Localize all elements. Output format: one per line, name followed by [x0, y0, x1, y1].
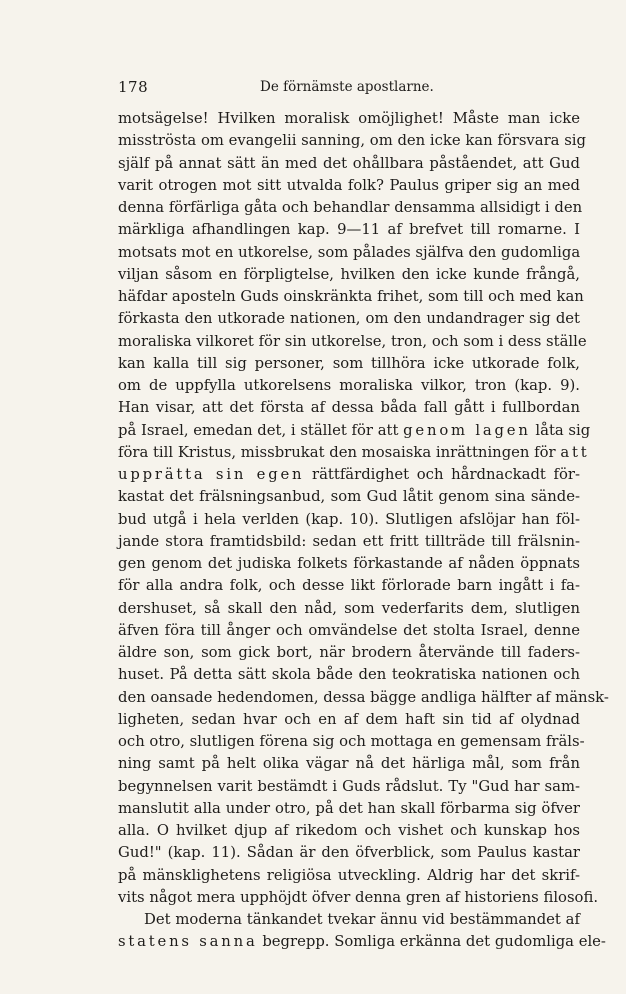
text-line — [118, 175, 580, 197]
line-text: på Israel, emedan det, i stället för att — [118, 421, 399, 439]
text-line — [118, 308, 580, 330]
text-line — [118, 909, 580, 931]
line-text: jande stora framtidsbild: sedan ett fritt tillträde till frälsnin- — [118, 532, 580, 550]
line-text: viljan såsom en förpligtelse, hvilken den icke kunde frångå, — [118, 265, 580, 283]
text-line — [118, 798, 580, 820]
page-header — [118, 78, 578, 98]
text-line — [118, 642, 580, 664]
line-text-after: låta sig — [535, 421, 591, 439]
line-text: misströsta om evangelii sanning, om den icke kan försvara sig — [118, 132, 587, 150]
line-text: själf på annat sätt än med det ohållbara påståendet, att Gud — [118, 154, 580, 172]
line-text: bud utgå i hela verlden (kap. 10). Slutligen afslöjar han föl- — [118, 510, 580, 528]
text-line — [118, 753, 580, 775]
text-line — [118, 731, 585, 753]
body-text — [118, 108, 609, 954]
line-text: äldre son, som gick bort, när brodern återvände till faders- — [118, 644, 580, 661]
text-line — [118, 331, 587, 353]
text-line — [118, 353, 580, 375]
line-text: moraliska vilkoret för sin utkorelse, tron, och som i dess ställe — [118, 332, 587, 350]
line-text: Det moderna tänkandet tvekar ännu vid bestämmandet af — [144, 911, 580, 928]
text-line — [118, 420, 591, 442]
text-line — [118, 153, 580, 175]
line-text: om de uppfylla utkorelsens moraliska vilkor, tron (kap. 9). — [118, 377, 580, 394]
emphasized-text: upprätta sin egen — [118, 466, 305, 483]
line-text: denna förfärliga gåta och behandlar densamma allsidigt i den — [118, 199, 583, 216]
text-line — [118, 575, 580, 597]
line-text: ning samt på helt olika vägar nå det härliga mål, som från — [118, 755, 580, 773]
text-line — [118, 931, 606, 953]
line-text: begynnelsen varit bestämdt i Guds rådslut. Ty "Gud har sam- — [118, 777, 580, 795]
running-title: De förnämste apostlarne. — [260, 79, 434, 95]
line-text: förkasta den utkorade nationen, om den undandrager sig det — [118, 310, 580, 328]
text-line — [118, 887, 599, 909]
text-line — [118, 509, 580, 531]
text-line — [118, 486, 580, 508]
emphasized-text: genom lagen — [403, 421, 531, 439]
line-text: vits något mera upphöjdt öfver denna gren af historiens filosofi. — [118, 888, 599, 906]
line-text-after: begrepp. Somliga erkänna det gudomliga ele- — [262, 933, 606, 951]
text-line — [118, 108, 580, 130]
line-text-after: rättfärdighet och hårdnackadt för- — [312, 466, 580, 483]
line-text: för alla andra folk, och desse likt förlorade barn ingått i fa- — [118, 577, 580, 595]
line-text: motsats mot en utkorelse, som pålades själfva den gudomliga — [118, 243, 581, 261]
text-line — [118, 598, 580, 620]
page-number: 178 — [118, 78, 149, 96]
line-text: dershuset, så skall den nåd, som vederfarits dem, slutligen — [118, 599, 580, 617]
line-text: på mänsklighetens religiösa utveckling. Aldrig har det skrif- — [118, 866, 580, 884]
line-text: kan kalla till sig personer, som tillhöra icke utkorade folk, — [118, 354, 580, 372]
line-text: Han visar, att det första af dessa båda fall gått i fullbordan — [118, 399, 580, 417]
line-text: föra till Kristus, missbrukat den mosaiska inrättningen för — [118, 443, 556, 461]
text-line — [118, 442, 590, 464]
text-line — [118, 531, 580, 553]
line-text: varit otrogen mot sitt utvalda folk? Paulus griper sig an med — [118, 176, 580, 194]
text-line — [118, 264, 580, 286]
line-text: Gud!" (kap. 11). Sådan är den öfverblick, som Paulus kastar — [118, 844, 580, 862]
text-line — [118, 776, 580, 798]
emphasized-text: att — [560, 443, 590, 461]
line-text: häfdar aposteln Guds oinskränkta frihet, som till och med kan — [118, 288, 584, 305]
text-line — [118, 219, 580, 241]
text-line — [118, 687, 609, 709]
line-text: den oansade hedendomen, dessa bägge andliga hälfter af mänsk- — [118, 688, 609, 706]
text-line — [118, 842, 580, 864]
text-line — [118, 464, 580, 486]
line-text: kastat det frälsningsanbud, som Gud låtit genom sina sände- — [118, 488, 580, 506]
text-line — [118, 664, 580, 686]
text-line — [118, 130, 587, 152]
text-line — [118, 197, 583, 219]
text-line — [118, 375, 580, 397]
text-line — [118, 553, 580, 575]
text-line — [118, 820, 580, 842]
line-text: alla. O hvilket djup af rikedom och vishet och kunskap hos — [118, 822, 580, 839]
line-text: ligheten, sedan hvar och en af dem haft sin tid af olydnad — [118, 710, 580, 728]
text-line — [118, 620, 580, 642]
text-line — [118, 286, 584, 308]
line-text: och otro, slutligen förena sig och mottaga en gemensam fräls- — [118, 733, 585, 750]
text-line — [118, 397, 580, 419]
text-line — [118, 865, 580, 887]
text-line — [118, 709, 580, 731]
emphasized-text: statens sanna — [118, 933, 258, 951]
text-line — [118, 242, 580, 264]
line-text: gen genom det judiska folkets förkastande af nåden öppnats — [118, 555, 580, 572]
line-text: märkliga afhandlingen kap. 9—11 af brefvet till romarne. I — [118, 221, 580, 239]
line-text: huset. På detta sätt skola både den teokratiska nationen och — [118, 666, 580, 684]
line-text: manslutit alla under otro, på det han skall förbarma sig öfver — [118, 799, 580, 817]
line-text: motsägelse! Hvilken moralisk omöjlighet! Måste man icke — [118, 110, 580, 127]
line-text: äfven föra till ånger och omvändelse det stolta Israel, denne — [118, 621, 580, 639]
